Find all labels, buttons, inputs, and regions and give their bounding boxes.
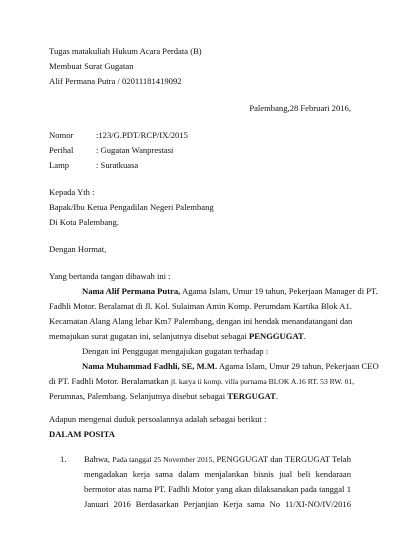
defendant-line-1 <box>49 360 379 375</box>
plaintiff-designation-text: memajukan surat gugatan ini, selanjutnya disebut sebagai <box>49 331 247 341</box>
letter-date: Palembang,28 Februari 2016, <box>249 103 351 113</box>
header-task: Membuat Surat Gugatan <box>49 61 134 71</box>
letter-meta <box>49 129 188 174</box>
defendant-details: Agama Islam, Umur 29 tahun, Pekerjaan CEO <box>218 361 379 371</box>
greeting: Dengan Hormat, <box>49 244 107 254</box>
assignment-header <box>49 45 202 90</box>
period: . <box>275 391 278 401</box>
posita-heading: DALAM POSITA <box>49 429 115 439</box>
item-date: Pada tanggal 25 November 2015, <box>112 455 215 464</box>
item-lead: Bahwa, <box>84 454 111 464</box>
recipient-salutation: Kepada Yth : <box>49 187 95 197</box>
plaintiff-role: PENGGUGAT <box>249 331 304 341</box>
body-intro: Yang bertanda tangan dibawah ini : <box>49 271 171 281</box>
defendant-line-3 <box>49 390 351 405</box>
facts-intro: Adapun mengenai duduk persoalannya adalah sebagai berikut : <box>49 414 267 424</box>
defendant-line-2 <box>49 375 355 390</box>
item-line-2: mengadakan kerja sama dalam menjalankan bisnis jual beli kendaraan <box>84 469 351 479</box>
plaintiff-line-4 <box>49 330 351 345</box>
plaintiff-name: Nama Alif Permana Putra, <box>82 286 181 296</box>
meta-label: Perihal <box>49 145 74 155</box>
defendant-address: jl. karya ii komp. villa purnama BLOK A.16 RT. 53 RW. 01, <box>170 377 355 386</box>
meta-label: Lamp <box>49 160 70 170</box>
letter-body <box>49 270 379 405</box>
item-line-3: bermotor atas nama PT. Fadhli Motor yang akan dilaksanakan pada tanggal 1 <box>84 484 351 494</box>
defendant-intro: Dengan ini Penggugat mengajukan gugatan terhadap : <box>82 346 269 356</box>
plaintiff-line-2: Fadhli Motor. Beralamat di Jl. Kol. Sulaiman Amin Komp. Perumdam Kartika Blok A1. <box>49 301 352 311</box>
defendant-designation-text: Perumnas, Palembang. Selanjutnya disebut sebagai <box>49 391 226 401</box>
header-course: Tugas matakuliah Hukum Acara Perdata (B) <box>49 46 202 56</box>
meta-row-nomor <box>49 129 188 144</box>
meta-label: Nomor <box>49 130 74 140</box>
item-parties: PENGGUGAT dan TERGUGAT Telah <box>216 454 351 464</box>
item-line-1 <box>84 453 351 468</box>
meta-row-perihal <box>49 144 188 159</box>
recipient-block <box>49 186 214 231</box>
recipient-location: Di Kota Palembang. <box>49 217 119 227</box>
item-number: 1. <box>60 454 67 464</box>
plaintiff-details: Agama Islam, Umur 19 tahun, Pekerjaan Manager di PT. <box>182 286 378 296</box>
item-text <box>84 453 351 513</box>
recipient-name: Bapak/Ibu Ketua Pengadilan Negeri Palembang <box>49 202 214 212</box>
item-line-4: Januari 2016 Berdasarkan Perjanjian Kerja sama No 11/XI-NO/IV/2016 <box>84 499 351 509</box>
header-author: Alif Permana Putra / 02011181419092 <box>49 76 182 86</box>
defendant-role: TERGUGAT <box>227 391 276 401</box>
meta-value: : Gugatan Wanprestasi <box>96 145 174 155</box>
defendant-company: di PT. Fadhli Motor. Beralamatkan <box>49 376 169 386</box>
meta-row-lamp <box>49 159 188 174</box>
plaintiff-line-1 <box>49 285 378 300</box>
plaintiff-line-3: Kecamatan Alang Alang lebar Km7 Palembang, dengan ini hendak menandatangani dan <box>49 316 353 326</box>
meta-value: : Suratkuasa <box>96 160 139 170</box>
period: . <box>303 331 306 341</box>
meta-value: :123/G.PDT/RCP/IX/2015 <box>96 130 188 140</box>
defendant-name: Nama Muhammad Fadhli, SE, M.M. <box>82 361 218 371</box>
